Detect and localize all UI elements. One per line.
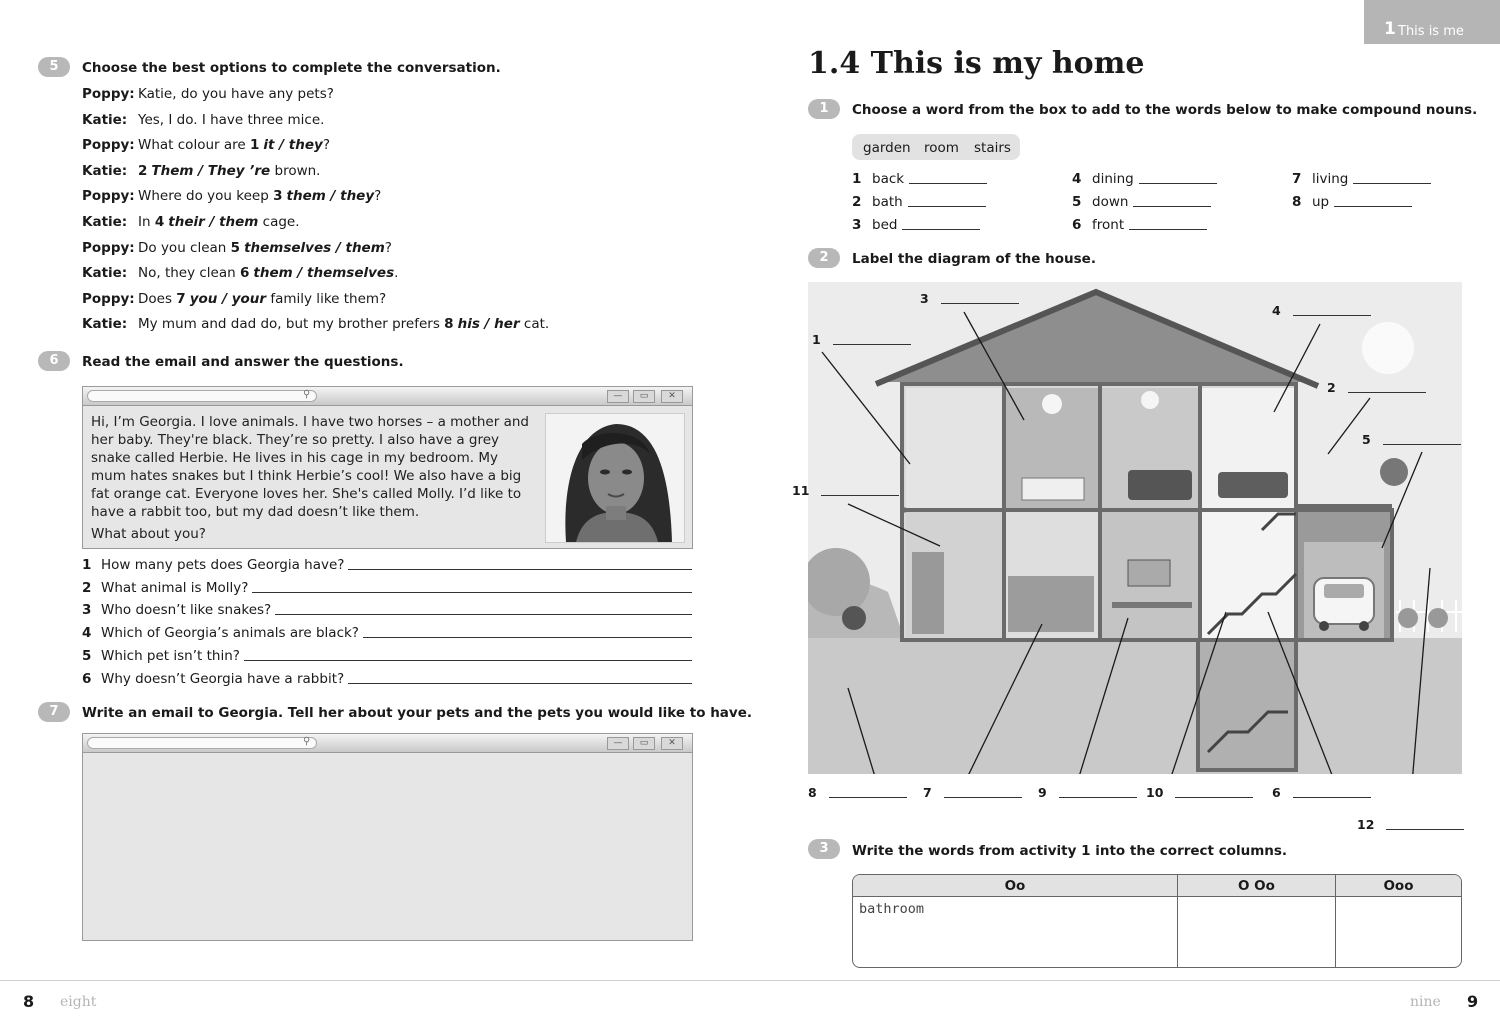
maximize-icon[interactable]: ▭: [633, 390, 655, 403]
item-number: 5: [1072, 194, 1082, 210]
column-cell-ooo[interactable]: [1336, 897, 1461, 967]
dialogue-text: Do you clean: [138, 239, 231, 256]
answer-line[interactable]: [348, 682, 692, 684]
exercise-1-instruction: Choose a word from the box to add to the words below to make compound nouns.: [852, 102, 1478, 118]
item-word: up: [1312, 194, 1330, 210]
dialogue-line: [82, 163, 320, 179]
diagram-label-3: [920, 291, 1019, 306]
unit-tab: [1364, 0, 1500, 44]
label-number: 10: [1146, 785, 1164, 800]
stress-pattern-table: [852, 874, 1462, 968]
dialogue-line: [82, 86, 334, 102]
exercise-badge-5: 5: [38, 57, 70, 77]
gap-number: 4: [154, 214, 165, 230]
item-number: 1: [852, 171, 862, 187]
question-item: [82, 648, 692, 664]
gap-options[interactable]: his / her: [457, 316, 520, 333]
footer-rule: [0, 980, 1500, 981]
speaker-name: Katie:: [82, 111, 128, 128]
diagram-label-4: [1272, 303, 1371, 318]
compound-item: [852, 171, 987, 187]
gap-number: 7: [176, 290, 186, 307]
item-number: 2: [852, 194, 862, 210]
gap-options[interactable]: Them / They ’re: [151, 162, 271, 179]
item-word: bath: [872, 194, 903, 210]
label-answer-blank[interactable]: [1175, 797, 1253, 798]
dialogue-text: No, they clean: [138, 265, 240, 282]
label-number: 2: [1327, 380, 1336, 395]
diagram-label-7: [923, 785, 1022, 800]
question-number: 2: [82, 579, 92, 596]
label-number: 9: [1038, 785, 1047, 800]
question-item: [82, 557, 692, 573]
maximize-icon[interactable]: ▭: [633, 737, 655, 750]
minimize-icon[interactable]: —: [607, 390, 629, 403]
question-item: [82, 602, 692, 618]
speaker-name: Poppy:: [82, 290, 135, 307]
dialogue-text: ?: [374, 188, 382, 205]
dialogue-text: .: [394, 265, 399, 282]
item-word: front: [1092, 217, 1125, 233]
item-word: living: [1312, 171, 1349, 187]
label-answer-blank[interactable]: [1386, 829, 1464, 830]
dialogue-text: ?: [322, 137, 330, 154]
dialogue-line: [82, 316, 549, 332]
label-answer-blank[interactable]: [944, 797, 1022, 798]
item-word: back: [872, 171, 905, 187]
georgia-photo: [545, 413, 685, 543]
question-text: What animal is Molly?: [101, 579, 249, 596]
dialogue-line: [82, 112, 324, 128]
item-number: 7: [1292, 171, 1302, 187]
answer-line[interactable]: [363, 636, 692, 638]
question-number: 4: [82, 625, 92, 642]
close-icon[interactable]: ✕: [661, 737, 683, 750]
label-answer-blank[interactable]: [829, 797, 907, 798]
answer-blank[interactable]: [902, 229, 980, 230]
page-number-left: 8: [23, 992, 35, 1011]
exercise-badge-1: 1: [808, 99, 840, 119]
gap-number: 3: [273, 188, 283, 205]
diagram-label-8: [808, 785, 907, 800]
answer-blank[interactable]: [1129, 229, 1207, 230]
answer-blank[interactable]: [1353, 183, 1431, 184]
item-number: 3: [852, 217, 862, 233]
label-answer-blank[interactable]: [821, 495, 899, 496]
dialogue-text: ?: [384, 239, 392, 256]
gap-number: 1: [249, 137, 260, 154]
compound-item: [852, 217, 980, 233]
exercise-5-instruction: Choose the best options to complete the conversation.: [82, 60, 501, 76]
question-item: [82, 625, 692, 641]
house-diagram: [808, 282, 1462, 774]
dialogue-line: [82, 137, 330, 153]
speaker-name: Poppy:: [82, 137, 135, 154]
question-number: 6: [82, 670, 92, 687]
question-number: 3: [82, 602, 92, 619]
search-icon: ⚲: [303, 736, 311, 747]
diagram-label-6: [1272, 785, 1371, 800]
answer-blank[interactable]: [1133, 206, 1211, 207]
label-answer-blank[interactable]: [1059, 797, 1137, 798]
dialogue-text: brown.: [270, 162, 321, 179]
gap-number: 2: [138, 162, 148, 179]
dialogue-text: family like them?: [266, 290, 387, 307]
speaker-name: Katie:: [82, 265, 128, 282]
label-number: 5: [1362, 432, 1371, 447]
dialogue-line: [82, 188, 381, 204]
speaker-name: Poppy:: [82, 86, 135, 102]
gap-options[interactable]: it / they: [263, 137, 323, 154]
address-bar[interactable]: [87, 390, 317, 402]
dialogue-text: My mum and dad do, but my brother prefers: [138, 316, 445, 333]
label-number: 4: [1272, 303, 1281, 318]
address-bar[interactable]: [87, 737, 317, 749]
question-text: Why doesn’t Georgia have a rabbit?: [101, 670, 345, 687]
exercise-badge-6: 6: [38, 351, 70, 371]
word-box-item: stairs: [974, 140, 1011, 156]
item-number: 6: [1072, 217, 1082, 233]
word-box-item: garden: [863, 140, 911, 156]
compound-item: [852, 194, 986, 210]
question-text: Which pet isn’t thin?: [101, 647, 240, 664]
page-number-right: 9: [1467, 992, 1479, 1011]
answer-line[interactable]: [348, 568, 692, 570]
column-cell-oo[interactable]: bathroom: [853, 897, 1178, 967]
gap-options[interactable]: them / they: [286, 188, 375, 205]
exercise-7-instruction: Write an email to Georgia. Tell her about your pets and the pets you would like to have.: [82, 705, 753, 721]
compound-item: [1292, 171, 1431, 187]
label-number: 12: [1357, 817, 1375, 832]
diagram-label-9: [1038, 785, 1137, 800]
item-word: down: [1092, 194, 1129, 210]
word-box: [852, 134, 1020, 160]
answer-blank[interactable]: [1334, 206, 1412, 207]
speaker-name: Poppy:: [82, 188, 135, 205]
question-text: Which of Georgia’s animals are black?: [101, 625, 359, 642]
email-writing-area[interactable]: [83, 753, 692, 940]
label-number: 1: [812, 332, 821, 347]
column-cell-o-oo[interactable]: [1178, 897, 1336, 967]
email-closing: What about you?: [91, 526, 206, 542]
answer-blank[interactable]: [909, 183, 987, 184]
item-number: 4: [1072, 171, 1082, 187]
diagram-label-11: [792, 483, 899, 498]
minimize-icon[interactable]: —: [607, 737, 629, 750]
compound-item: [1072, 194, 1211, 210]
question-item: [82, 580, 692, 596]
speaker-name: Katie:: [82, 214, 128, 230]
gap-number: 5: [230, 239, 241, 256]
answer-blank[interactable]: [1139, 183, 1217, 184]
gap-options[interactable]: their / them: [168, 214, 259, 230]
search-icon: ⚲: [303, 389, 311, 400]
compound-item: [1072, 171, 1217, 187]
label-number: 11: [792, 483, 810, 498]
write-email-window: [82, 733, 693, 941]
dialogue-text: What colour are: [138, 137, 250, 154]
answer-line[interactable]: [275, 613, 692, 615]
answer-line[interactable]: [244, 659, 692, 661]
dialogue-text: In: [138, 214, 155, 230]
column-header-o-oo: O Oo: [1178, 875, 1336, 897]
gap-number: 6: [239, 265, 250, 282]
diagram-label-1: [812, 332, 911, 347]
dialogue-text: cage.: [258, 214, 300, 230]
label-answer-blank[interactable]: [1348, 392, 1426, 393]
dialogue-line: [82, 214, 300, 230]
unit-tab-text: This is me: [1398, 24, 1464, 39]
speaker-name: Katie:: [82, 316, 128, 333]
word-box-item: room: [924, 140, 959, 156]
item-word: dining: [1092, 171, 1134, 187]
dialogue-text: Yes, I do. I have three mice.: [138, 111, 325, 128]
email-body: Hi, I’m Georgia. I love animals. I have two horses – a mother and her baby. They're black. They’re so pretty. I also have a grey snake called Herbie. He lives in his cage in my bedroom. My mum hates snakes but I think Herbie’s cool! We also have a big fat orange cat. Everyone loves her. She's called Molly. I’d like to have a rabbit too, but my dad doesn’t like them.: [91, 414, 529, 520]
question-item: [82, 671, 692, 687]
dialogue-text: Katie, do you have any pets?: [138, 86, 334, 102]
gap-options[interactable]: themselves / them: [244, 239, 385, 256]
exercise-2-instruction: Label the diagram of the house.: [852, 251, 1096, 267]
label-number: 6: [1272, 785, 1281, 800]
label-number: 7: [923, 785, 932, 800]
write-email-titlebar: [83, 734, 692, 753]
label-answer-blank[interactable]: [1293, 797, 1371, 798]
diagram-label-10: [1146, 785, 1253, 800]
dialogue-text: Where do you keep: [138, 188, 274, 205]
question-text: Who doesn’t like snakes?: [101, 602, 272, 619]
compound-item: [1292, 194, 1412, 210]
column-header-ooo: Ooo: [1336, 875, 1461, 897]
email-window-titlebar: [83, 387, 692, 406]
close-icon[interactable]: ✕: [661, 390, 683, 403]
dialogue-text: cat.: [519, 316, 550, 333]
question-number: 1: [82, 557, 92, 573]
dialogue-line: [82, 291, 386, 307]
dialogue-line: [82, 240, 392, 256]
exercise-badge-2: 2: [808, 248, 840, 268]
diagram-label-5: [1362, 432, 1461, 447]
diagram-label-2: [1327, 380, 1426, 395]
label-answer-blank[interactable]: [833, 344, 911, 345]
gap-options[interactable]: them / themselves: [253, 265, 395, 282]
label-answer-blank[interactable]: [1293, 315, 1371, 316]
exercise-3-instruction: Write the words from activity 1 into the correct columns.: [852, 843, 1288, 859]
gap-options[interactable]: you / your: [189, 290, 267, 307]
dialogue-text: Does: [138, 290, 177, 307]
answer-line[interactable]: [252, 591, 692, 593]
exercise-badge-3: 3: [808, 839, 840, 859]
exercise-6-instruction: Read the email and answer the questions.: [82, 354, 404, 370]
question-text: How many pets does Georgia have?: [101, 557, 345, 573]
item-word: bed: [872, 217, 898, 233]
speaker-name: Poppy:: [82, 239, 135, 256]
gap-number: 8: [444, 316, 454, 333]
dialogue-line: [82, 265, 398, 281]
speaker-name: Katie:: [82, 162, 128, 179]
unit-tab-number: 1: [1384, 19, 1396, 39]
item-number: 8: [1292, 194, 1302, 210]
column-header-oo: Oo: [853, 875, 1178, 897]
email-window: [82, 386, 693, 549]
label-number: 3: [920, 291, 929, 306]
page-word-right: nine: [1410, 994, 1441, 1010]
compound-item: [1072, 217, 1207, 233]
label-answer-blank[interactable]: [1383, 444, 1461, 445]
label-number: 8: [808, 785, 817, 800]
diagram-label-12: [1357, 817, 1464, 832]
question-number: 5: [82, 647, 92, 664]
answer-blank[interactable]: [908, 206, 986, 207]
section-title: 1.4 This is my home: [808, 46, 1145, 81]
exercise-badge-7: 7: [38, 702, 70, 722]
label-answer-blank[interactable]: [941, 303, 1019, 304]
page-word-left: eight: [60, 994, 97, 1010]
